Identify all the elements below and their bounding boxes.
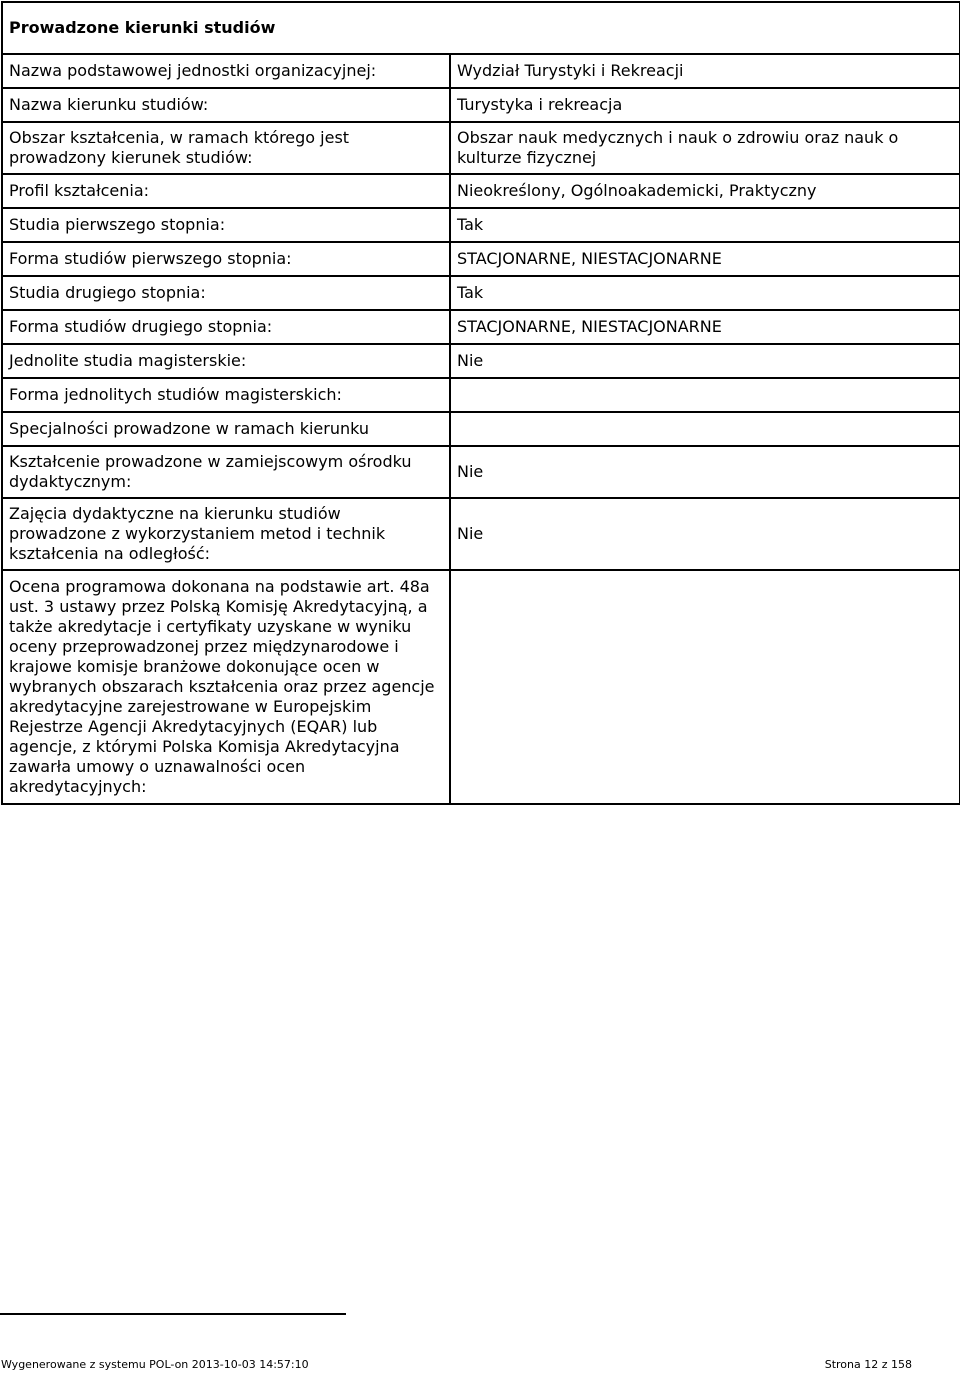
row-label-profile: Profil kształcenia: — [2, 174, 450, 208]
row-value-program-name: Turystyka i rekreacja — [450, 88, 960, 122]
table-row — [2, 208, 960, 242]
study-programs-table — [1, 1, 960, 805]
row-label-field-of-study: Obszar kształcenia, w ramach którego jest prowadzony kierunek studiów: — [2, 122, 450, 174]
table-row — [2, 174, 960, 208]
table-row — [2, 498, 960, 570]
table-row — [2, 412, 960, 446]
row-value-second-cycle: Tak — [450, 276, 960, 310]
table-row — [2, 54, 960, 88]
row-value-unit: Wydział Turystyki i Rekreacji — [450, 54, 960, 88]
row-label-distance-learning: Zajęcia dydaktyczne na kierunku studiów prowadzone z wykorzystaniem metod i technik kształcenia na odległość: — [2, 498, 450, 570]
table-row — [2, 344, 960, 378]
table-row — [2, 446, 960, 498]
row-value-long-cycle-form — [450, 378, 960, 412]
table-row — [2, 570, 960, 804]
table-row — [2, 88, 960, 122]
row-label-long-cycle: Jednolite studia magisterskie: — [2, 344, 450, 378]
table-header-row — [2, 2, 960, 54]
row-value-long-cycle: Nie — [450, 344, 960, 378]
section-title: Prowadzone kierunki studiów — [2, 2, 960, 54]
table-row — [2, 310, 960, 344]
row-value-first-cycle-form: STACJONARNE, NIESTACJONARNE — [450, 242, 960, 276]
row-value-branch-campus: Nie — [450, 446, 960, 498]
row-value-first-cycle: Tak — [450, 208, 960, 242]
table-row — [2, 378, 960, 412]
row-label-first-cycle-form: Forma studiów pierwszego stopnia: — [2, 242, 450, 276]
page-number: Strona 12 z 158 — [824, 1358, 912, 1371]
row-label-long-cycle-form: Forma jednolitych studiów magisterskich: — [2, 378, 450, 412]
row-label-accreditation: Ocena programowa dokonana na podstawie art. 48a ust. 3 ustawy przez Polską Komisję Akredytacyjną, a także akredytacje i certyfikaty uzyskane w wyniku oceny przeprowadzonej przez międzynarodowe i krajowe komisje branżowe dokonujące ocen w wybranych obszarach kształcenia oraz przez agencje akredytacyjne zarejestrowane w Europejskim Rejestrze Agencji Akredytacyjnych (EQAR) lub agencje, z którymi Polska Komisja Akredytacyjna zawarła umowy o uznawalności ocen akredytacyjnych: — [2, 570, 450, 804]
table-row — [2, 122, 960, 174]
table-row — [2, 276, 960, 310]
row-label-unit: Nazwa podstawowej jednostki organizacyjnej: — [2, 54, 450, 88]
row-label-specializations: Specjalności prowadzone w ramach kierunku — [2, 412, 450, 446]
row-label-program-name: Nazwa kierunku studiów: — [2, 88, 450, 122]
footnote-divider — [0, 1313, 346, 1315]
row-value-specializations — [450, 412, 960, 446]
document-page — [1, 1, 959, 805]
table-row — [2, 242, 960, 276]
row-value-distance-learning: Nie — [450, 498, 960, 570]
row-value-field-of-study: Obszar nauk medycznych i nauk o zdrowiu oraz nauk o kulturze fizycznej — [450, 122, 960, 174]
row-value-profile: Nieokreślony, Ogólnoakademicki, Praktyczny — [450, 174, 960, 208]
row-value-second-cycle-form: STACJONARNE, NIESTACJONARNE — [450, 310, 960, 344]
row-label-first-cycle: Studia pierwszego stopnia: — [2, 208, 450, 242]
generated-timestamp: Wygenerowane z systemu POL-on 2013-10-03 14:57:10 — [1, 1358, 309, 1371]
row-label-second-cycle: Studia drugiego stopnia: — [2, 276, 450, 310]
row-label-second-cycle-form: Forma studiów drugiego stopnia: — [2, 310, 450, 344]
row-label-branch-campus: Kształcenie prowadzone w zamiejscowym ośrodku dydaktycznym: — [2, 446, 450, 498]
row-value-accreditation — [450, 570, 960, 804]
